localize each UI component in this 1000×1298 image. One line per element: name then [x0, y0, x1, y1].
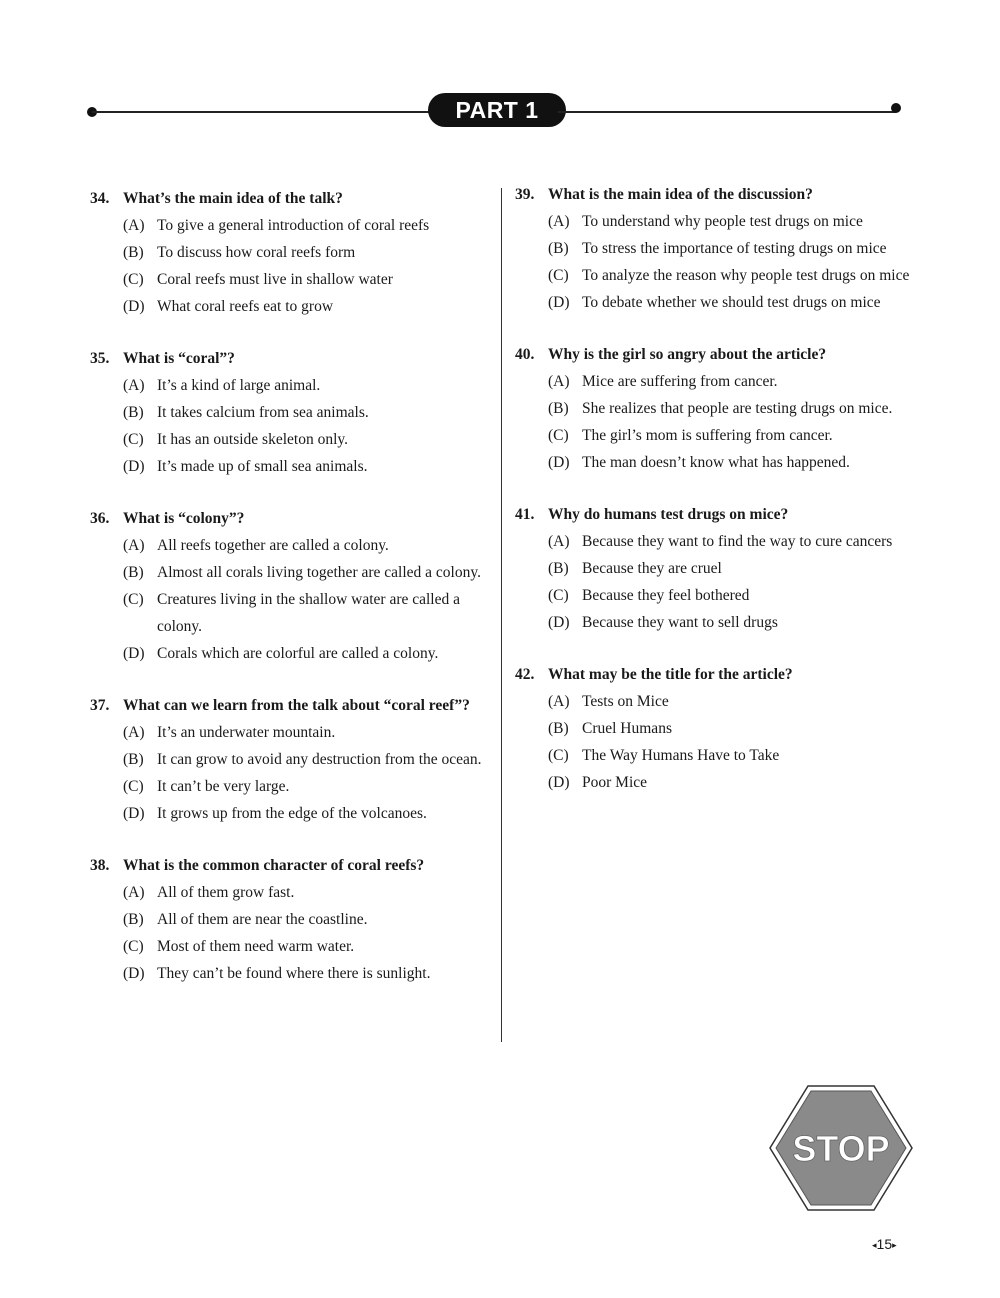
- header-right-dot: [891, 103, 901, 113]
- option-letter: (C): [548, 267, 569, 284]
- option-letter: (B): [548, 720, 569, 737]
- question-title: [515, 181, 915, 208]
- page-number-value: 15: [876, 1236, 893, 1252]
- answer-option: [515, 528, 915, 555]
- option-text: What coral reefs eat to grow: [157, 298, 334, 315]
- left-question-column: [90, 185, 490, 1012]
- answer-option: [90, 239, 490, 266]
- option-letter: (D): [548, 454, 570, 471]
- answer-option: [90, 453, 490, 480]
- question-number: 41.: [515, 506, 535, 523]
- option-letter: (A): [123, 537, 145, 554]
- option-text: To discuss how coral reefs form: [157, 244, 356, 261]
- question-block: [90, 185, 490, 320]
- stop-sign-text: STOP: [792, 1128, 890, 1169]
- question-text: What is “colony”?: [123, 510, 245, 527]
- answer-options: [515, 208, 915, 316]
- answer-option: [515, 208, 915, 235]
- question-number: 36.: [90, 510, 110, 527]
- option-letter: (A): [548, 693, 570, 710]
- answer-option: [90, 879, 490, 906]
- answer-option: [90, 426, 490, 453]
- header-rule-right: [558, 111, 896, 113]
- option-text: It can’t be very large.: [157, 778, 290, 795]
- question-text: What may be the title for the article?: [548, 666, 793, 683]
- option-letter: (B): [123, 751, 144, 768]
- option-letter: (C): [123, 938, 144, 955]
- question-text: What is the common character of coral reefs?: [123, 857, 425, 874]
- answer-options: [90, 879, 490, 987]
- answer-option: [90, 719, 490, 746]
- option-letter: (B): [123, 404, 144, 421]
- option-text: Because they feel bothered: [582, 587, 750, 604]
- page-number: [872, 1236, 897, 1252]
- option-letter: (D): [123, 805, 145, 822]
- question-block: [515, 341, 915, 476]
- option-letter: (D): [548, 294, 570, 311]
- option-letter: (B): [548, 400, 569, 417]
- option-text: All reefs together are called a colony.: [157, 537, 389, 554]
- question-text: Why is the girl so angry about the article?: [548, 346, 827, 363]
- answer-option: [90, 800, 490, 827]
- option-text: All of them are near the coastline.: [157, 911, 368, 928]
- option-text: Because they want to sell drugs: [582, 614, 778, 631]
- answer-option: [515, 715, 915, 742]
- option-text: The girl’s mom is suffering from cancer.: [582, 427, 833, 444]
- option-letter: (A): [123, 724, 145, 741]
- option-letter: (B): [548, 560, 569, 577]
- option-letter: (A): [548, 213, 570, 230]
- answer-option: [90, 372, 490, 399]
- left-triangle-icon: ◂: [872, 1239, 877, 1250]
- option-text: Tests on Mice: [582, 693, 669, 710]
- right-question-column: [515, 181, 915, 821]
- question-block: [515, 661, 915, 796]
- option-text: They can’t be found where there is sunlight.: [157, 965, 431, 982]
- option-letter: (A): [123, 377, 145, 394]
- answer-option: [515, 395, 915, 422]
- question-block: [515, 181, 915, 316]
- option-text: It grows up from the edge of the volcanoes.: [157, 805, 427, 822]
- question-title: [90, 505, 490, 532]
- answer-option: [515, 688, 915, 715]
- question-title: [90, 852, 490, 879]
- option-letter: (B): [123, 564, 144, 581]
- question-number: 37.: [90, 697, 110, 714]
- answer-options: [515, 688, 915, 796]
- option-letter: (C): [123, 778, 144, 795]
- question-text: What can we learn from the talk about “coral reef”?: [123, 697, 470, 714]
- option-text: Poor Mice: [582, 774, 648, 791]
- option-text: The Way Humans Have to Take: [582, 747, 780, 764]
- option-text: It has an outside skeleton only.: [157, 431, 348, 448]
- option-text: Corals which are colorful are called a colony.: [157, 645, 439, 662]
- answer-option: [515, 742, 915, 769]
- option-text: Cruel Humans: [582, 720, 672, 737]
- option-letter: (A): [548, 373, 570, 390]
- answer-option: [90, 532, 490, 559]
- answer-option: [90, 212, 490, 239]
- answer-option: [515, 262, 915, 289]
- stop-sign-icon: [768, 1084, 914, 1212]
- answer-option: [515, 289, 915, 316]
- answer-option: [90, 773, 490, 800]
- option-text: It can grow to avoid any destruction from the ocean.: [157, 751, 482, 768]
- option-letter: (D): [123, 965, 145, 982]
- option-letter: (B): [123, 244, 144, 261]
- answer-option: [90, 640, 490, 667]
- option-letter: (D): [123, 298, 145, 315]
- option-text: It’s a kind of large animal.: [157, 377, 321, 394]
- question-text: What’s the main idea of the talk?: [123, 190, 343, 207]
- option-text: Most of them need warm water.: [157, 938, 355, 955]
- right-triangle-icon: ▸: [892, 1239, 897, 1250]
- option-letter: (D): [123, 458, 145, 475]
- question-block: [90, 505, 490, 667]
- option-text: Mice are suffering from cancer.: [582, 373, 778, 390]
- question-number: 40.: [515, 346, 535, 363]
- option-text: To stress the importance of testing drugs on mice: [582, 240, 887, 257]
- option-letter: (A): [548, 533, 570, 550]
- option-text: To debate whether we should test drugs on mice: [582, 294, 881, 311]
- question-block: [90, 345, 490, 480]
- answer-option: [515, 368, 915, 395]
- question-block: [90, 692, 490, 827]
- answer-option: [515, 449, 915, 476]
- option-text: Because they want to find the way to cure cancers: [582, 533, 893, 550]
- answer-option: [90, 933, 490, 960]
- answer-option: [90, 586, 490, 640]
- answer-option: [515, 769, 915, 796]
- question-title: [90, 692, 490, 719]
- option-letter: (C): [123, 591, 144, 608]
- option-text: Coral reefs must live in shallow water: [157, 271, 393, 288]
- option-letter: (B): [123, 911, 144, 928]
- question-block: [90, 852, 490, 987]
- question-title: [515, 341, 915, 368]
- question-number: 42.: [515, 666, 535, 683]
- option-text: It’s an underwater mountain.: [157, 724, 336, 741]
- question-title: [515, 501, 915, 528]
- question-text: What is “coral”?: [123, 350, 235, 367]
- answer-option: [90, 746, 490, 773]
- option-text: It takes calcium from sea animals.: [157, 404, 369, 421]
- option-text: To analyze the reason why people test drugs on mice: [582, 267, 910, 284]
- option-letter: (C): [548, 427, 569, 444]
- option-letter: (A): [123, 884, 145, 901]
- answer-options: [90, 212, 490, 320]
- option-letter: (D): [123, 645, 145, 662]
- answer-option: [90, 399, 490, 426]
- question-title: [90, 345, 490, 372]
- option-letter: (A): [123, 217, 145, 234]
- answer-options: [90, 719, 490, 827]
- answer-option: [515, 609, 915, 636]
- answer-option: [90, 293, 490, 320]
- question-number: 34.: [90, 190, 110, 207]
- option-text: She realizes that people are testing drugs on mice.: [582, 400, 893, 417]
- question-text: Why do humans test drugs on mice?: [548, 506, 789, 523]
- option-letter: (C): [123, 271, 144, 288]
- option-letter: (B): [548, 240, 569, 257]
- question-block: [515, 501, 915, 636]
- answer-options: [515, 528, 915, 636]
- answer-option: [515, 582, 915, 609]
- option-letter: (C): [123, 431, 144, 448]
- header-rule-left: [92, 111, 437, 113]
- option-letter: (C): [548, 747, 569, 764]
- option-text: All of them grow fast.: [157, 884, 295, 901]
- answer-options: [90, 532, 490, 667]
- answer-option: [515, 422, 915, 449]
- option-letter: (D): [548, 774, 570, 791]
- option-letter: (C): [548, 587, 569, 604]
- question-number: 39.: [515, 186, 535, 203]
- part-title-badge: PART 1: [428, 93, 566, 127]
- question-title: [90, 185, 490, 212]
- answer-option: [90, 960, 490, 987]
- question-number: 35.: [90, 350, 110, 367]
- stop-sign: [768, 1084, 914, 1212]
- option-text: Because they are cruel: [582, 560, 722, 577]
- option-text: To give a general introduction of coral reefs: [157, 217, 430, 234]
- answer-option: [515, 235, 915, 262]
- option-letter: (D): [548, 614, 570, 631]
- option-text: It’s made up of small sea animals.: [157, 458, 368, 475]
- answer-option: [515, 555, 915, 582]
- option-text: To understand why people test drugs on mice: [582, 213, 863, 230]
- question-text: What is the main idea of the discussion?: [548, 186, 813, 203]
- question-title: [515, 661, 915, 688]
- answer-options: [90, 372, 490, 480]
- question-number: 38.: [90, 857, 110, 874]
- option-text: The man doesn’t know what has happened.: [582, 454, 850, 471]
- answer-option: [90, 266, 490, 293]
- answer-options: [515, 368, 915, 476]
- answer-option: [90, 906, 490, 933]
- option-text: Almost all corals living together are called a colony.: [157, 564, 481, 581]
- answer-option: [90, 559, 490, 586]
- column-divider: [501, 188, 502, 1042]
- option-text: Creatures living in the shallow water are called a colony.: [157, 591, 460, 635]
